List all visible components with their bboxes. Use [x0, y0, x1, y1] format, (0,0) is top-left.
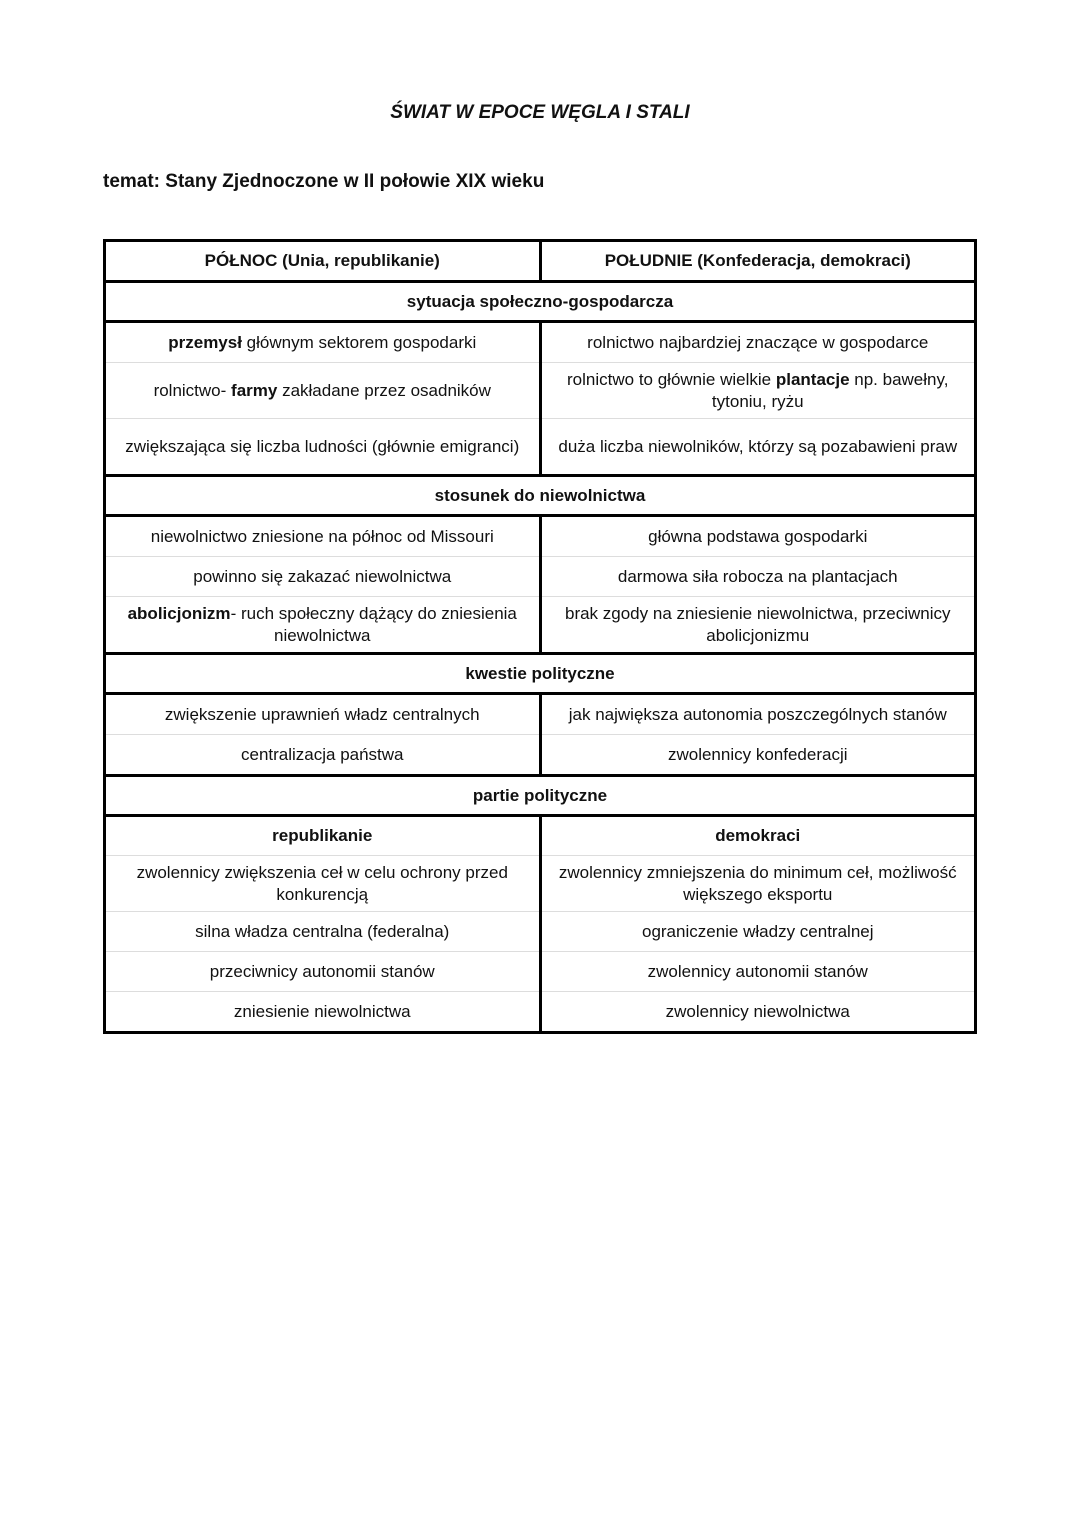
south-cell: brak zgody na zniesienie niewolnictwa, przeciwnicy abolicjonizmu [540, 597, 976, 654]
north-cell: zwolennicy zwiększenia ceł w celu ochrony przed konkurencją [105, 856, 541, 912]
table-row [105, 735, 976, 776]
north-cell: przeciwnicy autonomii stanów [105, 952, 541, 992]
cell-text: np. bawełny, tytoniu, ryżu [711, 369, 949, 411]
table-row [105, 952, 976, 992]
north-cell [105, 597, 541, 654]
south-header: POŁUDNIE (Konfederacja, demokraci) [540, 241, 976, 282]
comparison-table [103, 239, 977, 1034]
cell-text: - ruch społeczny dążący do zniesienia niewolnictwa [230, 603, 517, 645]
party-subheader-row [105, 816, 976, 856]
table-row [105, 597, 976, 654]
section-title-socio-economic: sytuacja społeczno-gospodarcza [105, 282, 976, 322]
table-row [105, 856, 976, 912]
cell-text: rolnictwo- [153, 380, 232, 400]
table-row [105, 557, 976, 597]
section-title-parties: partie polityczne [105, 776, 976, 816]
north-cell: silna władza centralna (federalna) [105, 912, 541, 952]
bold-term: przemysł [168, 332, 242, 352]
cell-text: zakładane przez osadników [277, 380, 491, 400]
table-row [105, 363, 976, 419]
south-cell: zwolennicy konfederacji [540, 735, 976, 776]
table-row [105, 912, 976, 952]
topic-heading: temat: Stany Zjednoczone w II połowie XIX wieku [103, 171, 545, 192]
section-header-row [105, 776, 976, 816]
north-cell: zwiększająca się liczba ludności (głównie emigranci) [105, 419, 541, 476]
south-cell: zwolennicy zmniejszenia do minimum ceł, możliwość większego eksportu [540, 856, 976, 912]
north-cell: zniesienie niewolnictwa [105, 992, 541, 1033]
bold-term: plantacje [775, 369, 850, 389]
section-header-row [105, 476, 976, 516]
south-cell: zwolennicy niewolnictwa [540, 992, 976, 1033]
bold-term: farmy [231, 380, 278, 400]
table-row [105, 322, 976, 363]
north-cell: powinno się zakazać niewolnictwa [105, 557, 541, 597]
table-row [105, 992, 976, 1033]
bold-term: abolicjonizm [127, 603, 231, 623]
page-title: ŚWIAT W EPOCE WĘGLA I STALI [390, 102, 690, 123]
table-row [105, 694, 976, 735]
democrats-subheader: demokraci [540, 816, 976, 856]
north-cell: zwiększenie uprawnień władz centralnych [105, 694, 541, 735]
south-cell: ograniczenie władzy centralnej [540, 912, 976, 952]
section-header-row [105, 654, 976, 694]
cell-text: głównym sektorem gospodarki [241, 332, 477, 352]
south-cell: jak największa autonomia poszczególnych stanów [540, 694, 976, 735]
north-cell: centralizacja państwa [105, 735, 541, 776]
cell-text: rolnictwo to głównie wielkie [567, 369, 776, 389]
section-title-political-issues: kwestie polityczne [105, 654, 976, 694]
republicans-subheader: republikanie [105, 816, 541, 856]
table-row [105, 419, 976, 476]
north-cell: niewolnictwo zniesione na północ od Missouri [105, 516, 541, 557]
north-header: PÓŁNOC (Unia, republikanie) [105, 241, 541, 282]
table-row [105, 516, 976, 557]
south-cell: główna podstawa gospodarki [540, 516, 976, 557]
south-cell: duża liczba niewolników, którzy są pozabawieni praw [540, 419, 976, 476]
south-cell: darmowa siła robocza na plantacjach [540, 557, 976, 597]
south-cell: zwolennicy autonomii stanów [540, 952, 976, 992]
section-header-row [105, 282, 976, 322]
section-title-slavery: stosunek do niewolnictwa [105, 476, 976, 516]
table-header-row [105, 241, 976, 282]
south-cell [540, 363, 976, 419]
south-cell: rolnictwo najbardziej znaczące w gospodarce [540, 322, 976, 363]
north-cell [105, 322, 541, 363]
north-cell [105, 363, 541, 419]
